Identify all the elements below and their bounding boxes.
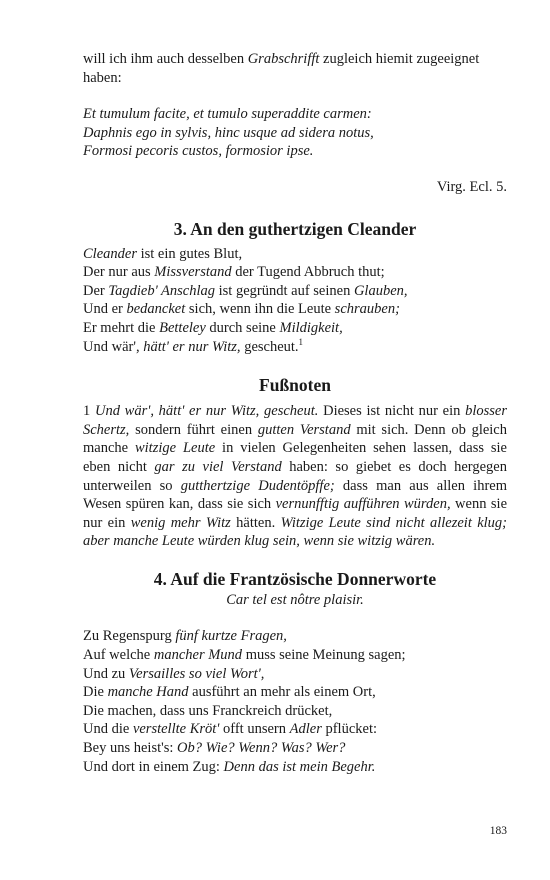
text-segment: Die <box>83 684 108 701</box>
italic-text: Tagdieb' Anschlag <box>108 282 216 299</box>
text-segment: der Tugend Abbruch thut; <box>231 264 385 281</box>
text-segment: dass man aus allen ihrem Wesen spüren kan, dass sie sich <box>83 477 508 513</box>
text-segment: Er mehrt die <box>83 319 160 336</box>
text-segment: haben: so giebet es doch hergegen unterweilen so <box>83 458 507 494</box>
intro-emphasis: Grabschrifft <box>247 51 320 67</box>
page-number: 183 <box>489 825 507 837</box>
text-segment: ausführt an mehr als einem Ort, <box>188 684 376 701</box>
verse-line <box>83 245 507 264</box>
latin-verses <box>83 105 507 161</box>
citation: Virg. Ecl. 5. <box>436 178 507 195</box>
section4-poem <box>83 627 507 776</box>
text-segment: Zu Regenspurg <box>83 628 176 645</box>
text-segment: Und dort in einem Zug: <box>83 758 224 775</box>
verse-line <box>83 627 507 646</box>
intro-text-line2: haben: <box>83 69 122 86</box>
text-segment: Bey uns heist's: <box>83 740 178 757</box>
italic-text: Ob? Wie? Wenn? Was? Wer? <box>177 740 346 757</box>
italic-text: gutten Verstand <box>257 421 351 438</box>
text-segment: wenn sie nur ein <box>83 496 507 531</box>
latin-verse-line: Et tumulum facite, et tumulo superaddite carmen: <box>83 106 372 123</box>
italic-text: witzige Leute <box>134 440 216 457</box>
italic-text: Adler <box>289 721 322 738</box>
italic-text: bedancket <box>126 301 186 318</box>
section4-heading: 4. Auf die Frantzösische Donnerworte <box>153 568 437 589</box>
intro-text: will ich ihm auch desselben <box>83 51 248 67</box>
italic-text: Betteley <box>159 319 206 336</box>
text-segment: ist gegründt auf seinen <box>215 282 354 299</box>
text-segment: Die machen, dass uns Franckreich drücket, <box>83 702 333 719</box>
verse-line <box>83 282 507 301</box>
text-segment: 1 <box>83 403 95 420</box>
text-segment: sondern führt einen <box>129 421 258 438</box>
text-segment: offt unsern <box>219 721 290 738</box>
text-segment: in vielen Gelegenheiten sehen lassen, dass sie eben nicht <box>83 440 507 475</box>
italic-text: Witzige Leute sind nicht allezeit klug; aber manche Leute würden klug sein, wenn sie witzig wären. <box>83 514 507 550</box>
verse-line <box>83 720 507 739</box>
italic-text: Und wär', hätt' er nur Witz, gescheut. <box>94 403 319 420</box>
text-segment: gescheut. <box>240 338 299 355</box>
text-segment: Auf welche <box>83 647 154 664</box>
text-segment: Und wär', <box>83 338 144 355</box>
verse-line <box>83 263 507 282</box>
text-segment: hätten. <box>230 514 281 531</box>
section3-heading: 3. An den guthertzigen Cleander <box>173 218 417 239</box>
footnote-text <box>83 402 507 551</box>
intro-paragraph <box>83 50 507 87</box>
verse-line <box>83 683 507 702</box>
italic-text: blosser Schertz, <box>83 403 507 438</box>
text-segment: Und zu <box>83 665 129 682</box>
italic-text: manche Hand <box>107 684 189 701</box>
intro-text-end: zugleich hiemit zugeeignet <box>319 51 480 67</box>
italic-text: Cleander <box>83 245 137 262</box>
italic-text: vernunfftig aufführen würden, <box>275 496 451 513</box>
italic-text: Missverstand <box>154 264 232 281</box>
text-segment: muss seine Meinung sagen; <box>242 647 406 664</box>
text-segment: Dieses ist nicht nur ein <box>318 403 466 420</box>
text-segment: mit sich. Denn ob gleich manche <box>83 421 507 457</box>
italic-text: Mildigkeit, <box>279 319 343 336</box>
section4-motto: Car tel est nôtre plaisir. <box>226 591 364 608</box>
verse-line <box>83 665 507 684</box>
text-segment: durch seine <box>205 319 280 336</box>
italic-text: verstellte Kröt' <box>132 721 220 738</box>
text-segment: Und er <box>83 301 127 318</box>
italic-text: fünf kurtze Fragen, <box>175 628 287 645</box>
verse-line <box>83 319 507 338</box>
italic-text: mancher Mund <box>153 647 243 664</box>
text-segment: Der nur aus <box>83 264 155 281</box>
page-content <box>83 50 507 776</box>
latin-verse-line: Formosi pecoris custos, formosior ipse. <box>83 143 314 160</box>
verse-line <box>83 758 507 777</box>
text-segment: pflücket: <box>321 721 378 738</box>
italic-text: Denn das ist mein Begehr. <box>223 758 376 775</box>
footnotes-heading: Fußnoten <box>259 375 331 396</box>
verse-line <box>83 739 507 758</box>
section3-poem <box>83 245 507 357</box>
italic-text: gar zu viel Verstand <box>154 458 282 475</box>
italic-text: gutthertzige Dudentöpffe; <box>180 477 335 494</box>
verse-line <box>83 338 507 357</box>
italic-text: schrauben; <box>334 301 400 318</box>
verse-line <box>83 646 507 665</box>
italic-text: Glauben, <box>353 282 408 299</box>
footnote-marker[interactable]: 1 <box>298 336 304 347</box>
text-segment: sich, wenn ihn die Leute <box>185 301 335 318</box>
latin-verse-line: Daphnis ego in sylvis, hinc usque ad sidera notus, <box>83 124 374 141</box>
verse-line <box>83 300 507 319</box>
italic-text: Versailles so viel Wort', <box>128 665 265 682</box>
italic-text: wenig mehr Witz <box>130 514 231 531</box>
text-segment: Der <box>83 282 109 299</box>
italic-text: hätt' er nur Witz, <box>143 338 241 355</box>
verse-line <box>83 702 507 721</box>
text-segment: Und die <box>83 721 133 738</box>
text-segment: ist ein gutes Blut, <box>136 245 243 262</box>
